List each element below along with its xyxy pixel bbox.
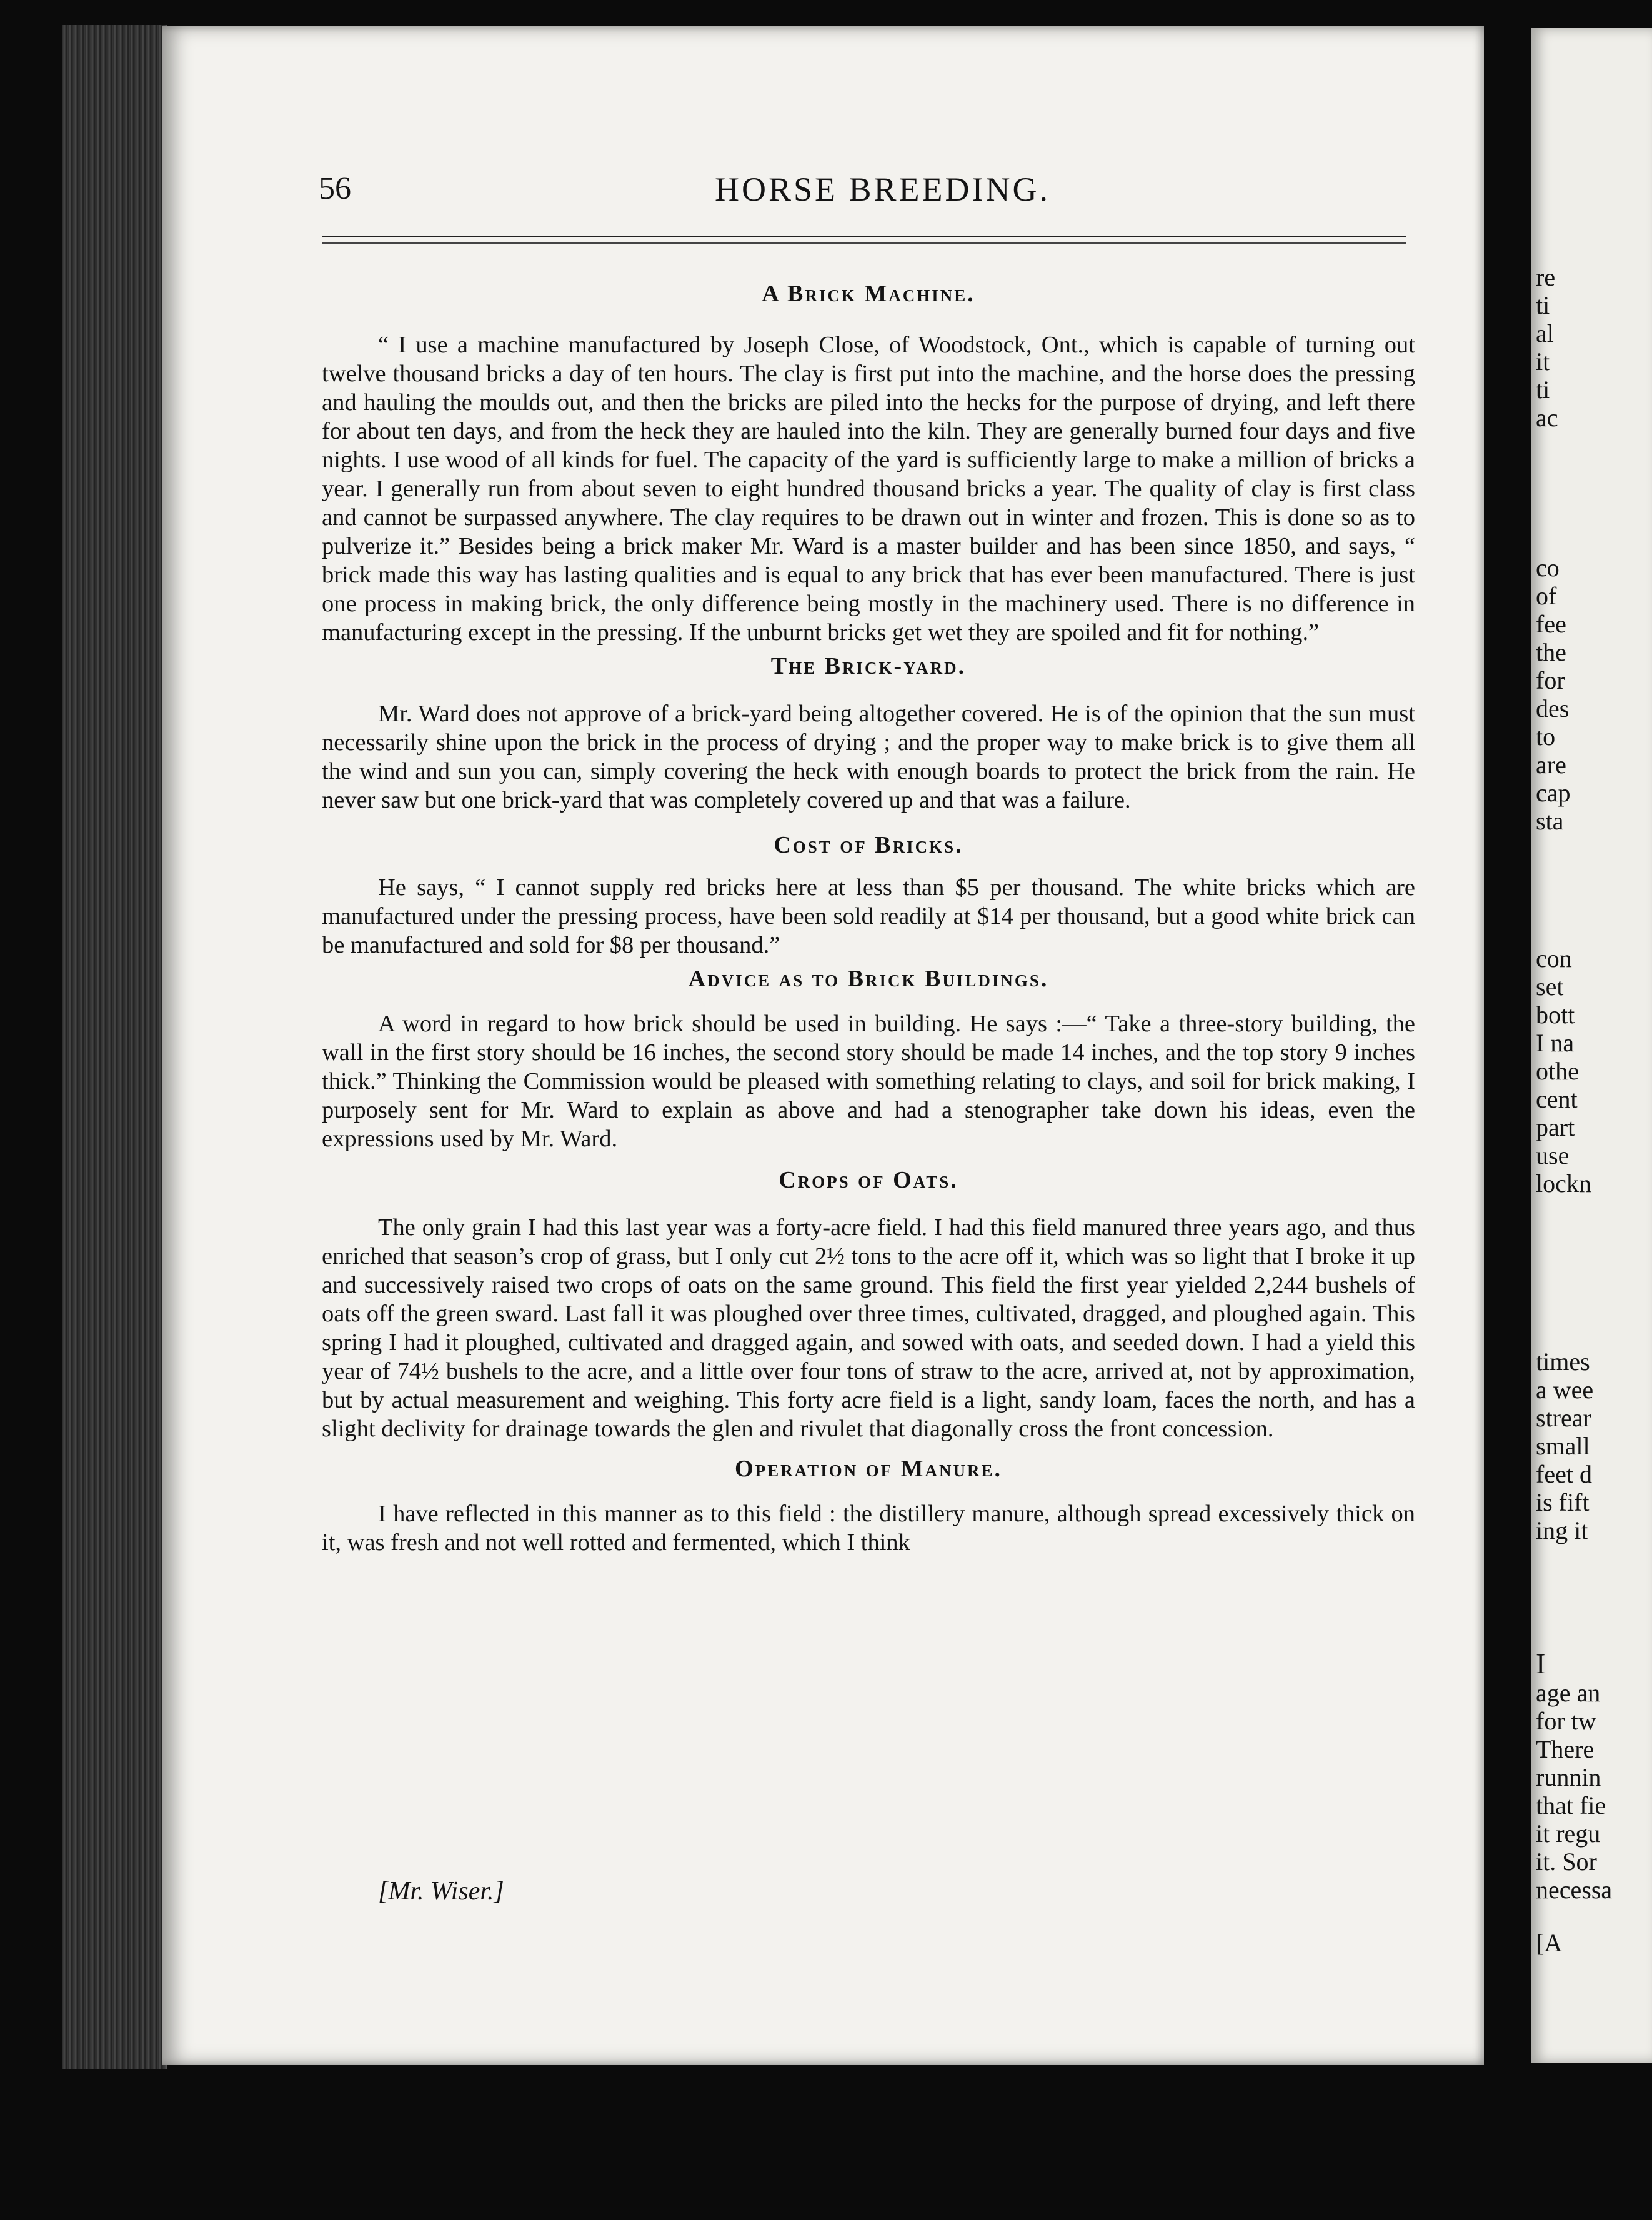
- paragraph-cost-of-bricks: He says, “ I cannot supply red bricks here at less than $5 per thousand. The white bricks which are manufactured under the pressing process, have been sold readily at $14 per thousand, but a good white brick can be manufactured and sold for $8 per thousand.”: [322, 874, 1415, 958]
- facing-fragment: othe: [1536, 1057, 1579, 1085]
- facing-page-edge: [1531, 28, 1652, 2062]
- book-binding-edge: [62, 25, 167, 2069]
- facing-fragment: fee: [1536, 610, 1566, 638]
- facing-fragment: strear: [1536, 1404, 1591, 1432]
- facing-fragment: it. Sor: [1536, 1848, 1597, 1876]
- facing-fragment: part: [1536, 1113, 1575, 1141]
- section-title-crops-of-oats: Crops of Oats.: [779, 1167, 958, 1193]
- facing-fragment: ti: [1536, 376, 1550, 404]
- facing-fragment: are: [1536, 751, 1566, 779]
- paragraph-advice-brick-buildings: A word in regard to how brick should be used in building. He says :—“ Take a three-story building, the wall in the first story should be 16 inches, the second story should be made 14 inches, and the top story 9 inches thick.” Thinking the Commission would be pleased with something relating to clays, and soil for brick making, I purposely sent for Mr. Ward to explain as above and had a stenographer take down his ideas, even the expressions used by Mr. Ward.: [322, 1011, 1415, 1152]
- facing-fragment: con: [1536, 944, 1572, 972]
- facing-fragment: co: [1536, 554, 1560, 582]
- facing-fragment: I na: [1536, 1029, 1575, 1057]
- facing-fragment: set: [1536, 972, 1564, 1001]
- facing-fragment: small: [1536, 1432, 1590, 1460]
- facing-fragment: a wee: [1536, 1376, 1594, 1404]
- facing-fragment: to: [1536, 722, 1556, 751]
- facing-fragment: ing it: [1536, 1516, 1588, 1544]
- page-header: [319, 170, 1446, 214]
- facing-fragment: use: [1536, 1141, 1570, 1169]
- signature: [Mr. Wiser.]: [378, 1877, 504, 1906]
- running-head: HORSE BREEDING.: [714, 171, 1050, 208]
- page-number: 56: [319, 171, 351, 206]
- book-page: [162, 26, 1484, 2065]
- facing-fragment: I: [1536, 1648, 1546, 1679]
- facing-fragment: cap: [1536, 779, 1571, 807]
- facing-fragment: necessa: [1536, 1876, 1613, 1904]
- facing-fragment: times: [1536, 1348, 1590, 1376]
- facing-fragment: cent: [1536, 1085, 1578, 1113]
- section-title-operation-of-manure: Operation of Manure.: [735, 1456, 1002, 1482]
- section-title-cost-of-bricks: Cost of Bricks.: [774, 832, 963, 858]
- facing-fragment: sta: [1536, 807, 1564, 835]
- facing-fragment: [A: [1536, 1929, 1563, 1957]
- facing-fragment: feet d: [1536, 1460, 1592, 1488]
- facing-fragment: There: [1536, 1735, 1595, 1763]
- facing-fragment: the: [1536, 638, 1566, 666]
- facing-fragment: it regu: [1536, 1819, 1601, 1848]
- section-title-brick-yard: The Brick-yard.: [770, 653, 967, 679]
- paragraph-brick-yard: Mr. Ward does not approve of a brick-yard being altogether covered. He is of the opinion that the sun must necessarily shine upon the brick in the process of drying ; and the proper way to make brick is to give them all the wind and sun you can, simply covering the heck with enough boards to protect the brick from the rain. He never saw but one brick-yard that was completely covered up and that was a failure.: [322, 701, 1415, 813]
- facing-fragment: it: [1536, 348, 1550, 376]
- facing-fragment: lockn: [1536, 1169, 1591, 1198]
- facing-fragment: for: [1536, 666, 1565, 694]
- facing-fragment: ac: [1536, 404, 1558, 432]
- facing-fragment: is fift: [1536, 1488, 1590, 1516]
- facing-fragment: al: [1536, 319, 1554, 348]
- section-title-brick-machine: A Brick Machine.: [762, 281, 975, 307]
- paragraph-crops-of-oats: The only grain I had this last year was a forty-acre field. I had this field manured three years ago, and thus enriched that season’s crop of grass, but I only cut 2½ tons to the acre off it, which was so light that I broke it up and successively raised two crops of oats on the same ground. This field the first year yielded 2,244 bushels of oats off the green sward. Last fall it was ploughed over three times, cultivated, dragged, and ploughed again. This spring I had it ploughed, cultivated and dragged again, and sowed with oats, and seeded down. I had a yield this year of 74½ bushels to the acre, and a little over four tons of straw to the acre, arrived at, not by approximation, but by actual measurement and weighing. This forty acre field is a light, sandy loam, faces the north, and has a slight declivity for drainage towards the glen and rivulet that diagonally cross the front concession.: [322, 1214, 1415, 1442]
- facing-fragment: re: [1536, 263, 1556, 291]
- header-rule: [322, 236, 1406, 244]
- facing-fragment: for tw: [1536, 1707, 1596, 1735]
- facing-fragment: des: [1536, 694, 1570, 722]
- facing-fragment: of: [1536, 582, 1557, 610]
- section-title-advice-brick-buildings: Advice as to Brick Buildings.: [688, 966, 1049, 992]
- paragraph-operation-of-manure: I have reflected in this manner as to this field : the distillery manure, although spread excessively thick on it, was fresh and not well rotted and fermented, which I think: [322, 1501, 1415, 1556]
- paragraph-brick-machine: “ I use a machine manufactured by Joseph Close, of Woodstock, Ont., which is capable of turning out twelve thousand bricks a day of ten hours. The clay is first put into the machine, and the horse does the pressing and hauling the moulds out, and then the bricks are piled into the hecks for the purpose of drying, and left there for about ten days, and from the heck they are hauled into the kiln. They are generally burned four days and five nights. I use wood of all kinds for fuel. The capacity of the yard is sufficiently large to make a million of bricks a year. I generally run from about seven to eight hundred thousand bricks a year. The quality of clay is first class and cannot be surpassed anywhere. The clay requires to be drawn out in winter and frozen. This is done so as to pulverize it.” Besides being a brick maker Mr. Ward is a master builder and has been since 1850, and says, “ brick made this way has lasting qualities and is equal to any brick that has ever been manufactured. There is just one process in making brick, the only difference being mostly in the machinery used. There is no difference in manufacturing except in the pressing. If the unburnt bricks get wet they are spoiled and fit for nothing.”: [322, 332, 1415, 646]
- page-body: [322, 279, 1415, 1557]
- facing-fragment: runnin: [1536, 1763, 1601, 1791]
- facing-fragment: age an: [1536, 1679, 1601, 1707]
- facing-fragment: that fie: [1536, 1791, 1606, 1819]
- facing-fragment: bott: [1536, 1001, 1575, 1029]
- facing-fragment: ti: [1536, 291, 1550, 319]
